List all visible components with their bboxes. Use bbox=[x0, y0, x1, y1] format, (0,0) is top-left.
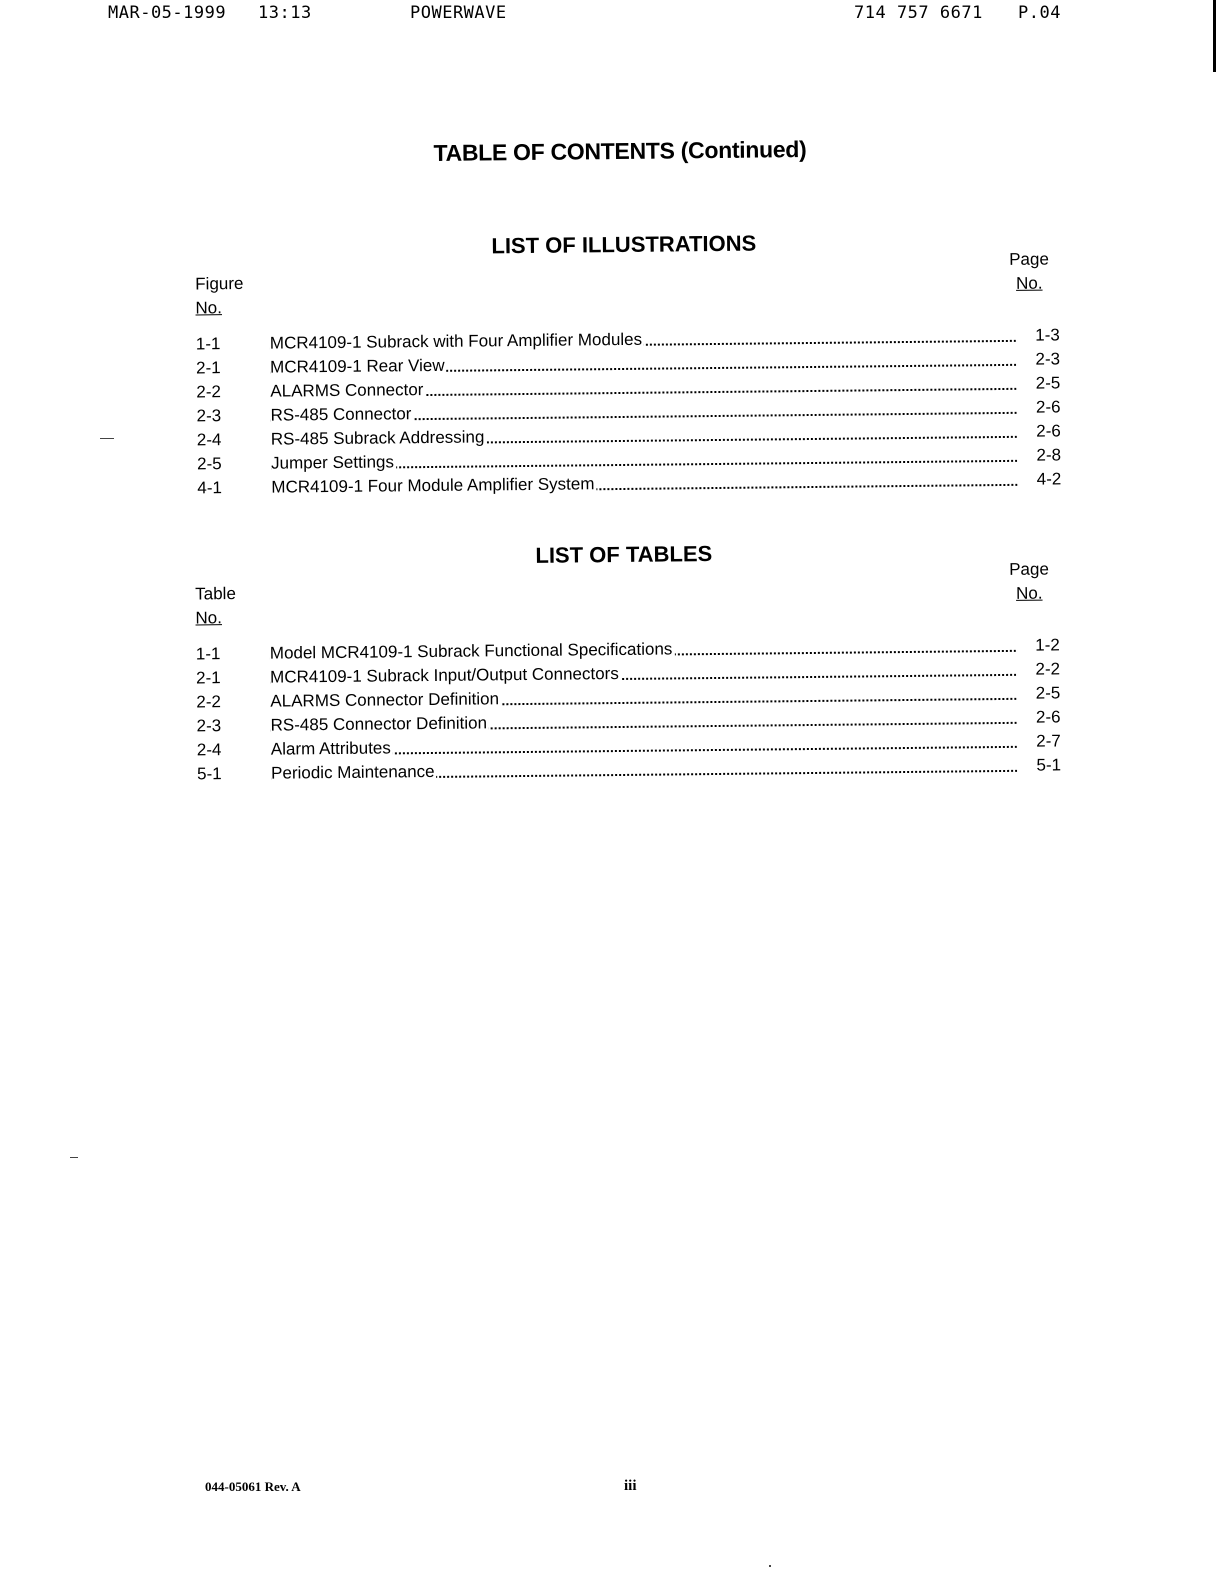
entry-title: MCR4109-1 Subrack with Four Amplifier Modules bbox=[270, 324, 1016, 356]
page-no-column-label bbox=[999, 247, 1059, 296]
entry-page: 1-2 bbox=[1035, 635, 1060, 655]
entry-title: Alarm Attributes bbox=[271, 730, 1017, 762]
scan-speck bbox=[70, 1157, 78, 1158]
entry-page: 2-8 bbox=[1036, 445, 1062, 465]
column-label-line: Figure bbox=[195, 273, 244, 294]
entry-number: 5-1 bbox=[197, 764, 222, 784]
entry-title: MCR4109-1 Four Module Amplifier System bbox=[271, 468, 1017, 500]
entry-page: 5-1 bbox=[1036, 755, 1062, 775]
entry-title: MCR4109-1 Rear View bbox=[270, 348, 1016, 380]
document-number: 044-05061 Rev. A bbox=[205, 1479, 301, 1494]
entry-title: Periodic Maintenance bbox=[271, 754, 1017, 786]
entry-title: Jumper Settings bbox=[271, 444, 1017, 476]
page-number: iii bbox=[624, 1478, 637, 1494]
entry-number: 2-3 bbox=[196, 716, 222, 736]
entry-title: MCR4109-1 Subrack Input/Output Connectors bbox=[270, 658, 1016, 690]
entry-title: RS-485 Connector bbox=[270, 396, 1016, 428]
fax-phone: 714 757 6671 bbox=[854, 3, 983, 23]
entry-page: 2-5 bbox=[1035, 683, 1061, 703]
column-label-line: No. bbox=[1015, 583, 1043, 603]
entry-number: 2-3 bbox=[196, 406, 222, 426]
entry-page: 2-7 bbox=[1036, 731, 1061, 751]
column-label-line: No. bbox=[1015, 273, 1043, 293]
table-no-column-label bbox=[195, 582, 236, 630]
entry-page: 2-6 bbox=[1035, 707, 1061, 727]
page-title: TABLE OF CONTENTS (Continued) bbox=[433, 136, 807, 166]
list-of-illustrations bbox=[0, 220, 1219, 498]
entry-title: Model MCR4109-1 Subrack Functional Specifications bbox=[270, 634, 1016, 666]
entry-title: ALARMS Connector bbox=[270, 372, 1016, 404]
entry-number: 2-1 bbox=[196, 358, 221, 378]
entry-number: 2-4 bbox=[196, 740, 222, 760]
entry-page: 2-6 bbox=[1035, 397, 1061, 417]
fax-date: MAR-05-1999 bbox=[108, 3, 227, 23]
fax-header bbox=[0, 3, 1220, 29]
column-label-line: No. bbox=[195, 608, 223, 628]
entry-title: RS-485 Subrack Addressing bbox=[271, 420, 1017, 452]
entry-number: 2-4 bbox=[196, 430, 222, 450]
scan-speck bbox=[100, 438, 114, 439]
page-no-column-label bbox=[999, 557, 1059, 606]
entry-title: RS-485 Connector Definition bbox=[270, 706, 1016, 738]
entry-number: 2-1 bbox=[196, 668, 221, 688]
fax-company: POWERWAVE bbox=[410, 3, 507, 23]
entry-number: 4-1 bbox=[197, 478, 223, 498]
fax-time: 13:13 bbox=[258, 3, 312, 23]
entry-page: 2-6 bbox=[1036, 421, 1061, 441]
entry-number: 1-1 bbox=[195, 334, 221, 354]
entry-page: 2-5 bbox=[1035, 373, 1061, 393]
section-heading: LIST OF ILLUSTRATIONS bbox=[491, 230, 757, 259]
scan-edge-mark bbox=[1213, 0, 1216, 72]
entry-number: 1-1 bbox=[195, 644, 221, 664]
entry-page: 1-3 bbox=[1035, 325, 1060, 345]
entry-page: 2-3 bbox=[1035, 349, 1061, 369]
entry-number: 2-5 bbox=[197, 454, 222, 474]
entry-page: 4-2 bbox=[1036, 469, 1062, 489]
illustration-entries bbox=[196, 323, 1062, 500]
column-label-line: Table bbox=[195, 584, 236, 604]
figure-no-column-label bbox=[195, 272, 244, 321]
list-of-tables bbox=[0, 530, 1219, 784]
column-label-line: Page bbox=[1009, 249, 1049, 269]
section-heading: LIST OF TABLES bbox=[535, 541, 713, 568]
entry-number: 2-2 bbox=[196, 692, 222, 712]
table-entries bbox=[196, 633, 1061, 786]
entry-number: 2-2 bbox=[196, 382, 222, 402]
fax-page: P.04 bbox=[1018, 3, 1061, 23]
scan-speck bbox=[769, 1565, 771, 1567]
column-label-line: Page bbox=[1009, 559, 1049, 579]
entry-title: ALARMS Connector Definition bbox=[270, 682, 1016, 714]
entry-page: 2-2 bbox=[1035, 659, 1061, 679]
column-label-line: No. bbox=[195, 298, 223, 318]
